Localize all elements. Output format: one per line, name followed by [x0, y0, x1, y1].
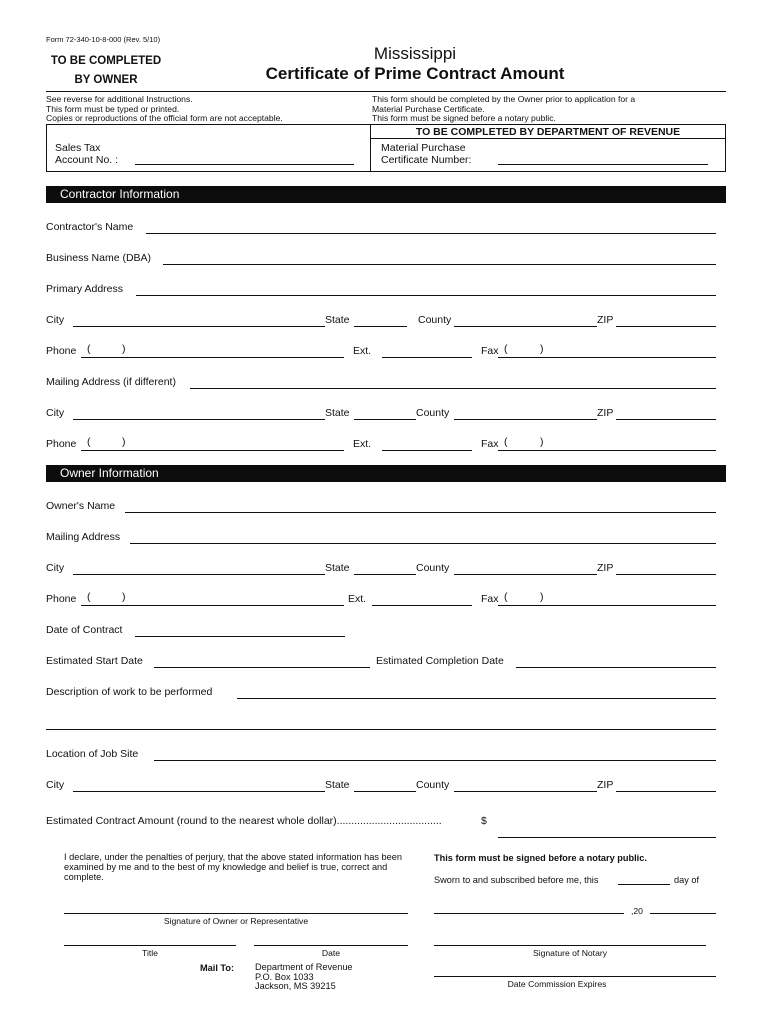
mailing-state-field[interactable] [354, 419, 416, 420]
owner-mailing-label: Mailing Address [46, 531, 121, 543]
owner-fax-field[interactable] [498, 605, 716, 606]
site-city-label: City [46, 779, 65, 791]
header-rule [46, 91, 726, 92]
notary-month-field[interactable] [434, 913, 624, 914]
notary-signature-field[interactable] [434, 945, 706, 946]
contractor-mailing-field[interactable] [190, 388, 716, 389]
mailing-county-label: County [416, 407, 450, 419]
notary-signature-label: Signature of Notary [532, 948, 608, 958]
instruction-left-3: Copies or reproductions of the official form are not acceptable. [46, 113, 283, 124]
notary-year-field[interactable] [650, 913, 716, 914]
contractor-state-label: State [325, 314, 350, 326]
description-field-line2[interactable] [46, 729, 716, 730]
owner-ext-label: Ext. [348, 593, 367, 605]
owner-phone-area-close: ) [122, 591, 126, 603]
owner-signature-field[interactable] [64, 913, 408, 914]
owner-county-field[interactable] [454, 574, 597, 575]
owner-section-header: Owner Information [46, 465, 726, 482]
sworn-day-field[interactable] [618, 884, 670, 885]
owner-county-label: County [416, 562, 450, 574]
notary-heading: This form must be signed before a notary public. [434, 853, 647, 863]
contractor-zip-field[interactable] [616, 326, 716, 327]
date-of-contract-field[interactable] [135, 636, 345, 637]
estimated-amount-label: Estimated Contract Amount (round to the nearest whole dollar).................................... [46, 815, 442, 827]
dor-bottom-rule [46, 171, 726, 172]
title-label: Title [142, 948, 158, 958]
sales-tax-account-field[interactable] [135, 164, 354, 165]
contractor-name-field[interactable] [146, 233, 716, 234]
phone-area-close: ) [122, 343, 126, 355]
instruction-right-2: Material Purchase Certificate. [372, 103, 485, 114]
dor-left-border [46, 124, 47, 171]
mailing-phone-field[interactable] [81, 450, 344, 451]
owner-fax-area-close: ) [540, 591, 544, 603]
owner-zip-field[interactable] [616, 574, 716, 575]
fax2-area-open: ( [504, 436, 508, 448]
fax2-area-close: ) [540, 436, 544, 448]
est-completion-label: Estimated Completion Date [376, 655, 504, 667]
certificate-number-label: Certificate Number: [381, 154, 472, 166]
est-start-field[interactable] [154, 667, 370, 668]
location-label: Location of Job Site [46, 748, 139, 760]
instruction-left-1: See reverse for additional Instructions. [46, 94, 193, 104]
contractor-zip-label: ZIP [597, 314, 614, 326]
owner-fax-label: Fax [481, 593, 499, 605]
description-field-line1[interactable] [237, 698, 716, 699]
owner-city-field[interactable] [73, 574, 325, 575]
date-of-contract-label: Date of Contract [46, 624, 123, 636]
state-title: Mississippi [373, 44, 457, 63]
form-title: Certificate of Prime Contract Amount [265, 64, 565, 83]
fax-area-close: ) [540, 343, 544, 355]
owner-fax-area-open: ( [504, 591, 508, 603]
contractor-state-field[interactable] [354, 326, 407, 327]
mailing-county-field[interactable] [454, 419, 597, 420]
mpc-label: Material Purchase [381, 142, 466, 154]
mailing-phone-label: Phone [46, 438, 77, 450]
contractor-county-field[interactable] [454, 326, 597, 327]
owner-state-label: State [325, 562, 350, 574]
owner-name-field[interactable] [125, 512, 716, 513]
phone2-area-open: ( [87, 436, 91, 448]
owner-phone-label: Phone [46, 593, 77, 605]
site-state-field[interactable] [354, 791, 416, 792]
primary-address-field[interactable] [136, 295, 716, 296]
owner-phone-area-open: ( [87, 591, 91, 603]
certificate-number-field[interactable] [498, 164, 708, 165]
location-field[interactable] [154, 760, 716, 761]
date-field[interactable] [254, 945, 408, 946]
mail-address-line1: Department of Revenue [255, 962, 353, 972]
contractor-phone-label: Phone [46, 345, 77, 357]
owner-name-label: Owner's Name [46, 500, 116, 512]
dor-heading-rule [370, 138, 726, 139]
sworn-text: Sworn to and subscribed before me, this [434, 875, 599, 885]
contractor-ext-field[interactable] [382, 357, 472, 358]
owner-zip-label: ZIP [597, 562, 614, 574]
mailing-fax-label: Fax [481, 438, 499, 450]
day-of-label: day of [674, 875, 700, 885]
phone-area-open: ( [87, 343, 91, 355]
contractor-phone-field[interactable] [81, 357, 344, 358]
est-completion-field[interactable] [516, 667, 716, 668]
fax-area-open: ( [504, 343, 508, 355]
site-county-label: County [416, 779, 450, 791]
mailing-zip-label: ZIP [597, 407, 614, 419]
estimated-amount-field[interactable] [498, 837, 716, 838]
instruction-right-1: This form should be completed by the Owner prior to application for a [372, 94, 636, 104]
contractor-city-label: City [46, 314, 65, 326]
mailing-zip-field[interactable] [616, 419, 716, 420]
dor-heading: TO BE COMPLETED BY DEPARTMENT OF REVENUE [415, 126, 681, 138]
contractor-fax-label: Fax [481, 345, 499, 357]
date-label: Date [321, 948, 341, 958]
form-number: Form 72-340-10-8-000 (Rev. 5/10) [46, 35, 161, 44]
by-owner-label: BY OWNER [74, 74, 138, 86]
commission-expires-field[interactable] [434, 976, 716, 977]
contractor-mailing-label: Mailing Address (if different) [46, 376, 176, 388]
site-state-label: State [325, 779, 350, 791]
owner-mailing-field[interactable] [130, 543, 716, 544]
contractor-fax-field[interactable] [498, 357, 716, 358]
contractor-ext-label: Ext. [353, 345, 372, 357]
owner-ext-field[interactable] [372, 605, 472, 606]
site-city-field[interactable] [73, 791, 325, 792]
to-be-completed-label: TO BE COMPLETED [50, 55, 162, 67]
instruction-left-2: This form must be typed or printed. [46, 103, 180, 114]
owner-city-label: City [46, 562, 65, 574]
owner-state-field[interactable] [354, 574, 416, 575]
dollar-sign: $ [481, 815, 487, 827]
site-county-field[interactable] [454, 791, 597, 792]
perjury-declaration: I declare, under the penalties of perjury, that the above stated information has been examined by me and to the best of my knowledge and belief is true, correct and complete. [64, 852, 402, 882]
title-field[interactable] [64, 945, 236, 946]
mail-to-label: Mail To: [200, 963, 235, 973]
business-name-label: Business Name (DBA) [46, 252, 152, 264]
account-no-label: Account No. : [55, 154, 119, 166]
mailing-ext-field[interactable] [382, 450, 472, 451]
contractor-county-label: County [418, 314, 452, 326]
description-label: Description of work to be performed [46, 686, 213, 698]
contractor-city-field[interactable] [73, 326, 325, 327]
phone2-area-close: ) [122, 436, 126, 448]
contractor-name-label: Contractor's Name [46, 221, 134, 233]
year-prefix: ,20 [631, 906, 643, 916]
est-start-label: Estimated Start Date [46, 655, 143, 667]
primary-address-label: Primary Address [46, 283, 124, 295]
dor-top-rule [46, 124, 726, 125]
mailing-state-label: State [325, 407, 350, 419]
sales-tax-label: Sales Tax [55, 142, 101, 154]
mailing-fax-field[interactable] [498, 450, 716, 451]
mail-address-line2: P.O. Box 1033 [255, 971, 314, 982]
site-zip-label: ZIP [597, 779, 614, 791]
contractor-section-header: Contractor Information [46, 186, 726, 203]
owner-phone-field[interactable] [81, 605, 344, 606]
site-zip-field[interactable] [616, 791, 716, 792]
mailing-city-label: City [46, 407, 65, 419]
owner-signature-label: Signature of Owner or Representative [163, 916, 309, 926]
business-name-field[interactable] [163, 264, 716, 265]
mailing-ext-label: Ext. [353, 438, 372, 450]
instruction-right-3: This form must be signed before a notary public. [372, 113, 556, 124]
commission-expires-label: Date Commission Expires [507, 979, 607, 989]
mail-address-line3: Jackson, MS 39215 [255, 981, 336, 992]
mailing-city-field[interactable] [73, 419, 325, 420]
